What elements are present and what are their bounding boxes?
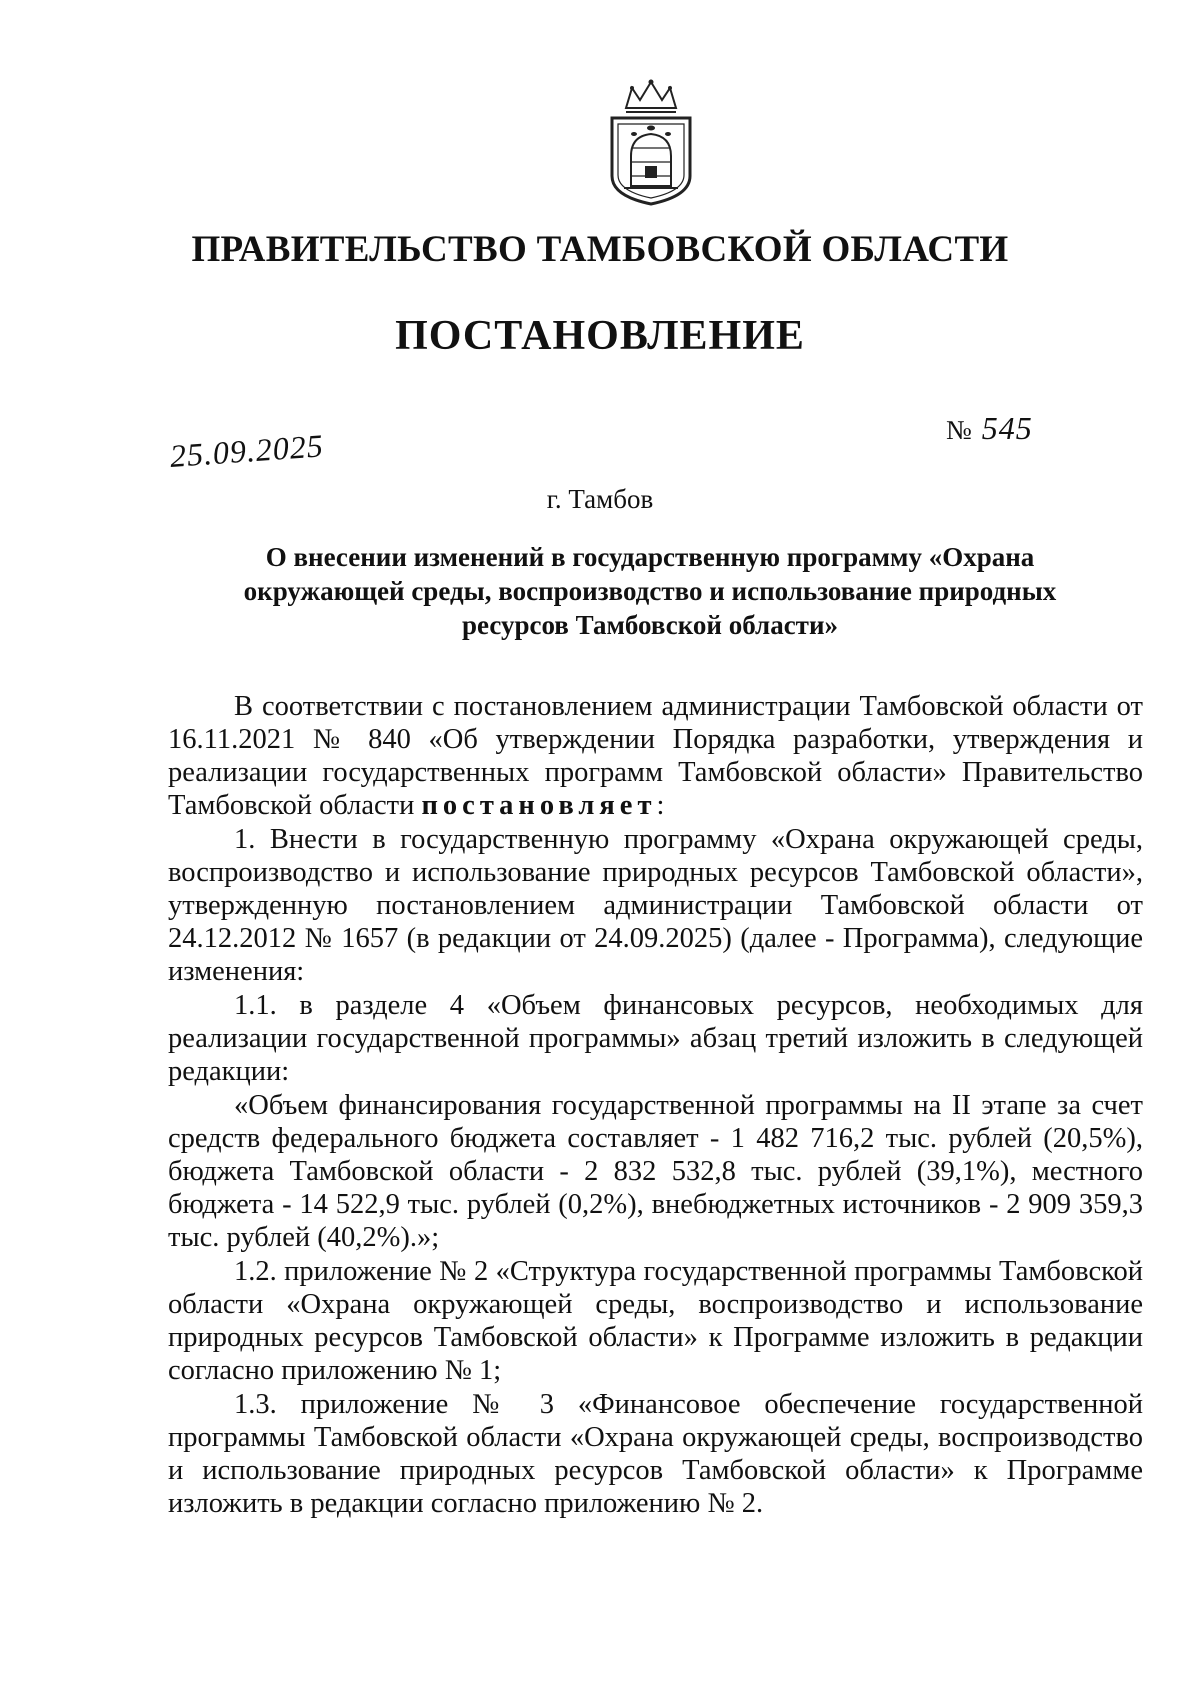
document-number: 545: [981, 410, 1033, 446]
preamble-verb: постановляет: [421, 790, 657, 821]
preamble-colon: :: [656, 790, 665, 821]
document-body: [168, 690, 1143, 1520]
item-1: 1. Внести в государственную программу «Охрана окружающей среды, воспроизводство и использование природных ресурсов Тамбовской области», утвержденную постановлением администрации Тамбовской области от 24.12.2012 № 1657 (в редакции от 24.09.2025) (далее - Программа), следующие изменения:: [168, 824, 1143, 987]
organization-title: ПРАВИТЕЛЬСТВО ТАМБОВСКОЙ ОБЛАСТИ: [191, 229, 1009, 270]
item-1-1: 1.1. в разделе 4 «Объем финансовых ресурсов, необходимых для реализации государственной программы» абзац третий изложить в следующей редакции:: [168, 990, 1143, 1087]
number-label: №: [946, 415, 972, 445]
item-1-2: 1.2. приложение № 2 «Структура государственной программы Тамбовской области «Охрана окружающей среды, воспроизводство и использование природных ресурсов Тамбовской области» к Программе изложить в редакции согласно приложению № 1;: [168, 1256, 1143, 1386]
document-subject: О внесении изменений в государственную программу «Охрана окружающей среды, воспроизводство и использование природных ресурсов Тамбовской области»: [243, 542, 1057, 640]
document-date: 25.09.2025: [168, 427, 325, 474]
tambov-coat-of-arms-icon: [598, 78, 704, 208]
item-1-3: 1.3. приложение № 3 «Финансовое обеспечение государственной программы Тамбовской области «Охрана окружающей среды, воспроизводство и использование природных ресурсов Тамбовской области» к Программе изложить в редакции согласно приложению № 2.: [168, 1389, 1143, 1519]
preamble-text: В соответствии с постановлением администрации Тамбовской области от 16.11.2021 № 840 «Об утверждении Порядка разработки, утверждения и реализации государственных программ Тамбовской области» Правительство Тамбовской области: [168, 691, 1143, 821]
document-number-line: [946, 410, 1033, 447]
city: г. Тамбов: [546, 484, 654, 514]
quoted-paragraph: «Объем финансирования государственной программы на II этапе за счет средств федерального бюджета составляет - 1 482 716,2 тыс. рублей (20,5%), бюджета Тамбовской области - 2 832 532,8 тыс. рублей (39,1%), местного бюджета - 14 522,9 тыс. рублей (0,2%), внебюджетных источников - 2 909 359,3 тыс. рублей (40,2%).»;: [168, 1090, 1143, 1253]
document-type: ПОСТАНОВЛЕНИЕ: [395, 313, 805, 359]
preamble-paragraph: [168, 690, 1143, 822]
